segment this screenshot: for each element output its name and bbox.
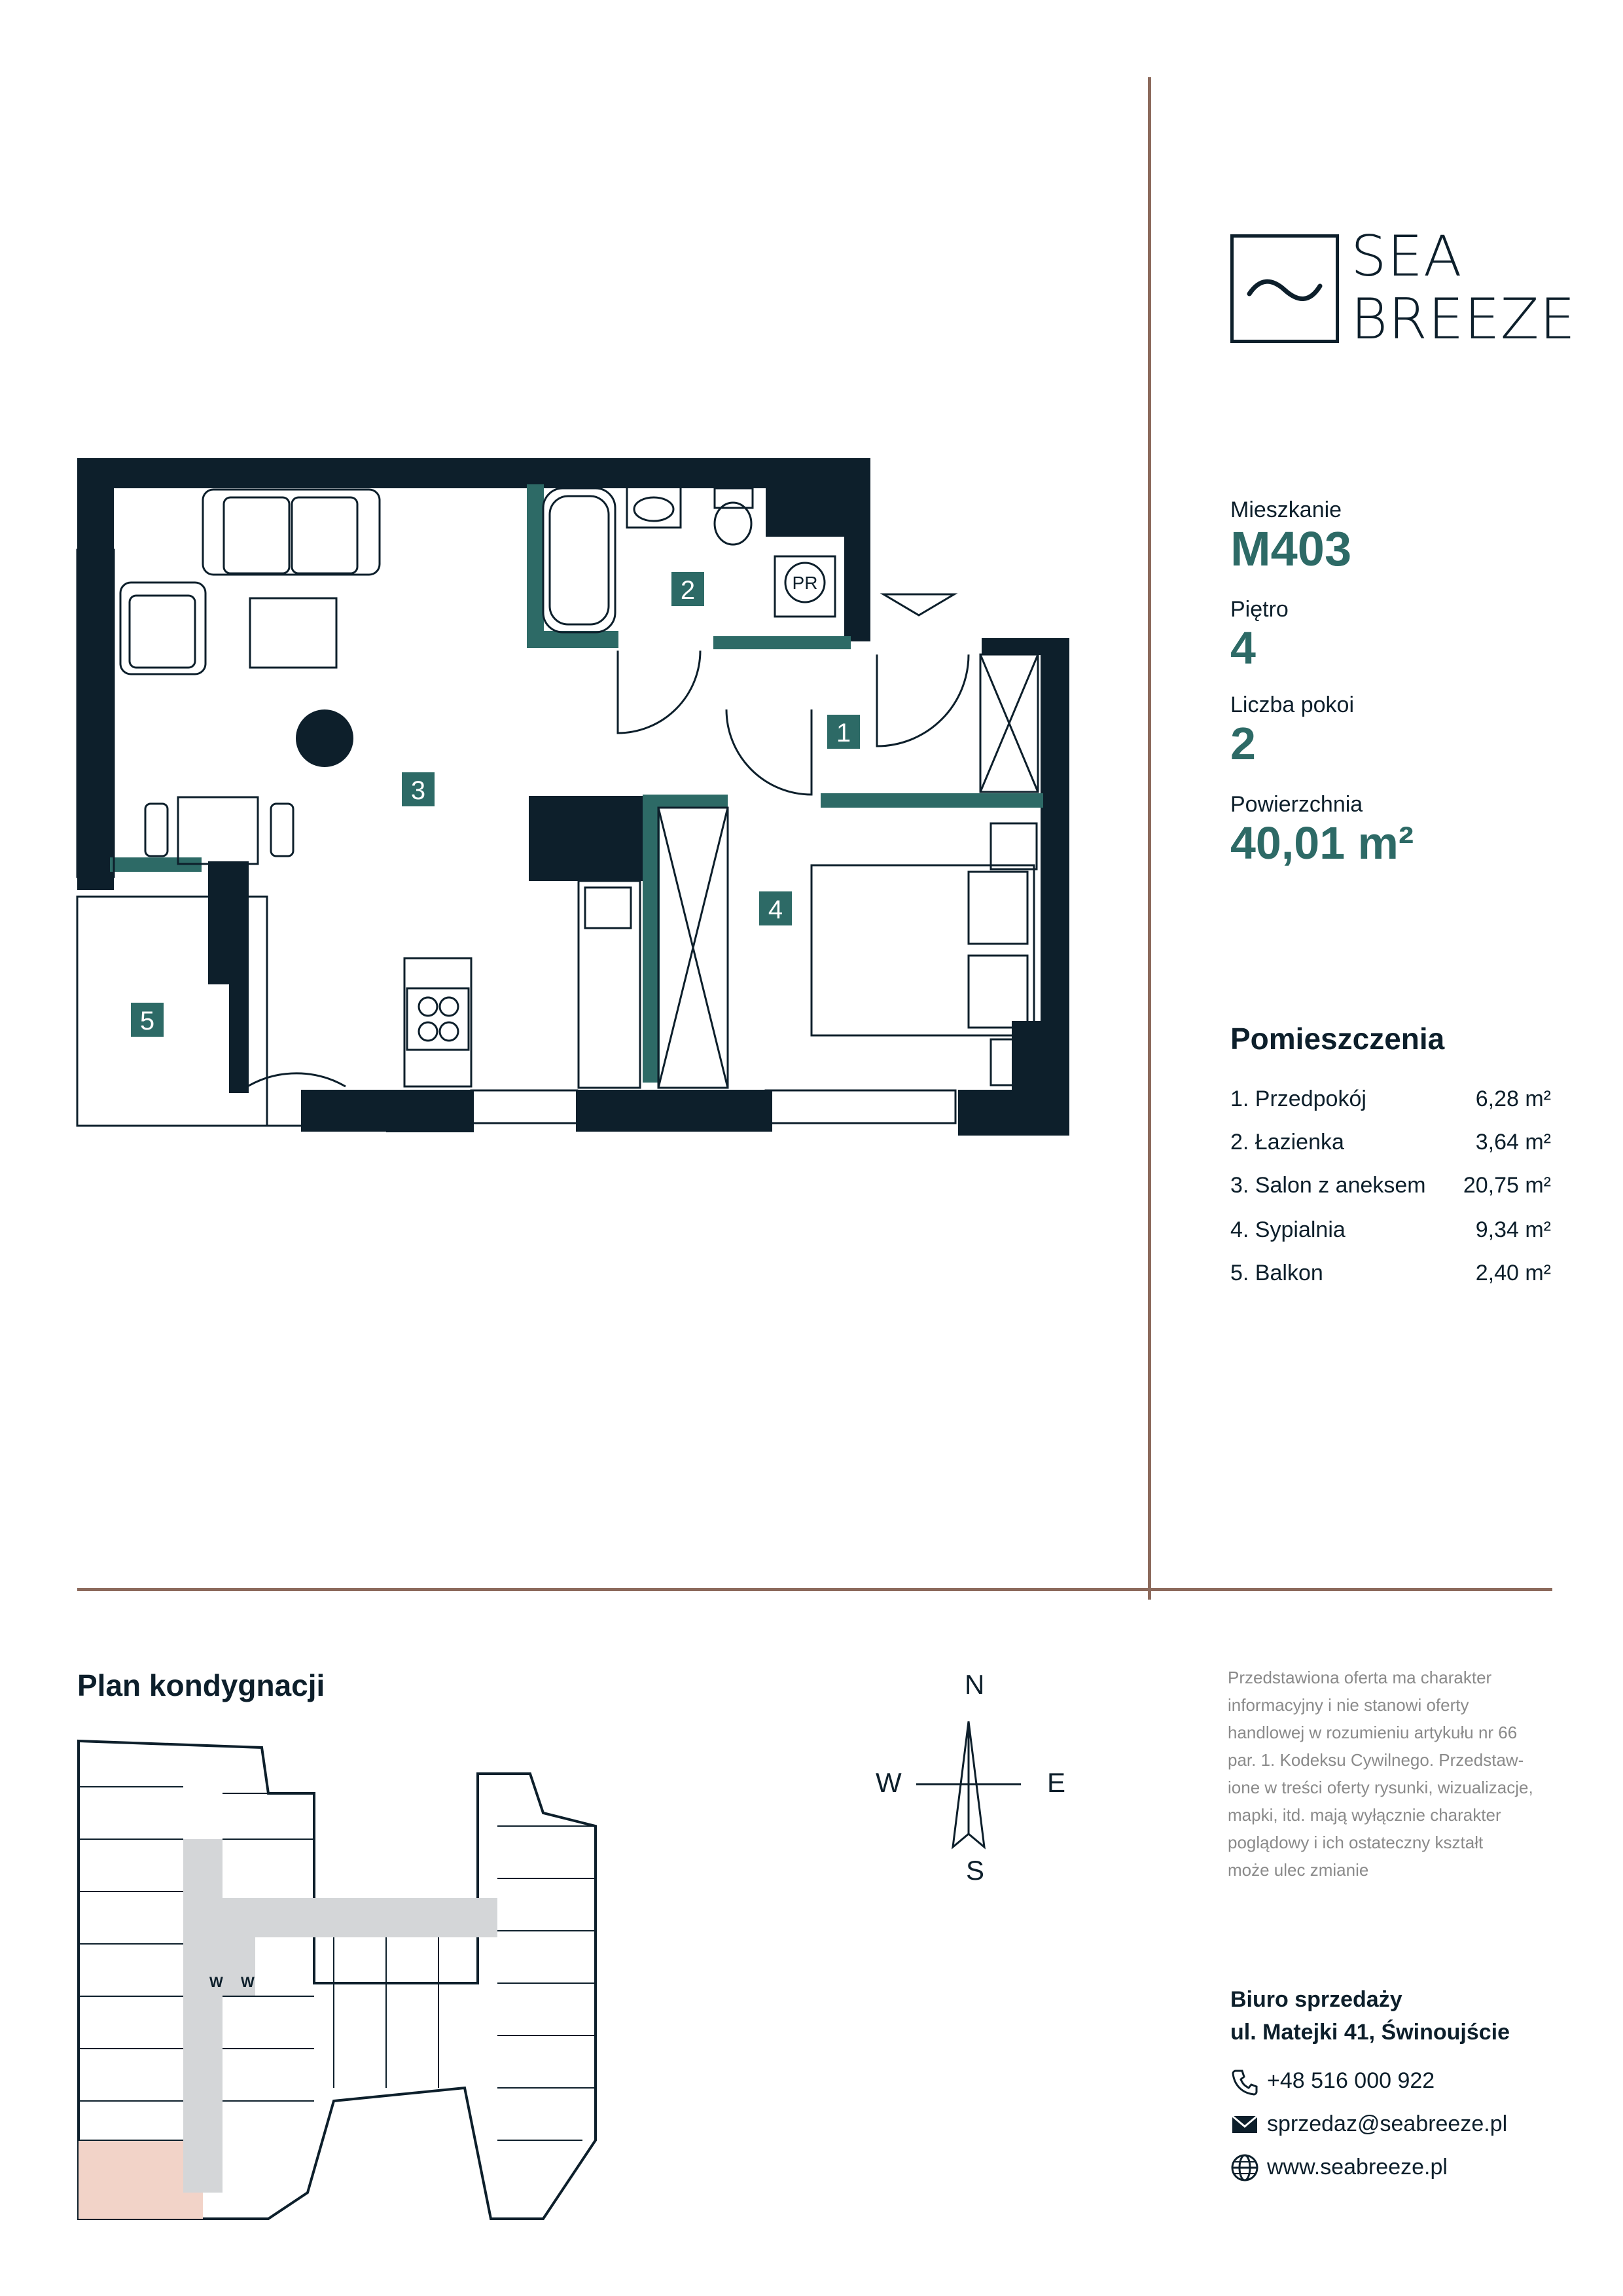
room-name: 4. Sypialnia <box>1230 1217 1346 1242</box>
disclaimer-line: handlowej w rozumieniu artykułu nr 66 <box>1228 1723 1518 1742</box>
room-label-3: 3 <box>410 776 426 805</box>
floor-label: Piętro <box>1230 597 1289 622</box>
phone-number[interactable]: +48 516 000 922 <box>1267 2068 1435 2093</box>
room-area: 9,34 m² <box>1475 1217 1551 1242</box>
room-area: 6,28 m² <box>1475 1086 1551 1111</box>
room-row <box>1230 1173 1551 1198</box>
room-row <box>1230 1261 1551 1286</box>
office-title: Biuro sprzedaży <box>1230 1987 1402 2012</box>
room-label-2: 2 <box>680 576 696 605</box>
compass-icon <box>903 1695 1034 1852</box>
compass-north: N <box>965 1669 985 1700</box>
room-row <box>1230 1086 1551 1112</box>
logo <box>1230 234 1339 343</box>
apartment-number: M403 <box>1230 522 1352 576</box>
room-row <box>1230 1130 1551 1155</box>
room-name: 1. Przedpokój <box>1230 1086 1366 1111</box>
compass-east: E <box>1047 1767 1066 1798</box>
envelope-icon <box>1230 2110 1259 2139</box>
office-address: ul. Matejki 41, Świnoujście <box>1230 2020 1510 2045</box>
area-label: Powierzchnia <box>1230 792 1363 817</box>
logo-line-1: SEA <box>1351 224 1463 289</box>
room-row <box>1230 1217 1551 1243</box>
compass-west: W <box>876 1767 902 1798</box>
disclaimer-line: poglądowy i ich ostateczny kształt <box>1228 1833 1484 1852</box>
disclaimer-line: informacyjny i nie stanowi oferty <box>1228 1695 1469 1715</box>
logo-text <box>1351 225 1576 351</box>
rooms-count-label: Liczba pokoi <box>1230 692 1355 717</box>
logo-line-2: BREEZE <box>1351 287 1576 352</box>
apartment-floor-plan <box>0 0 1126 1165</box>
wardrobe-label: W <box>241 1974 255 1990</box>
disclaimer-line: par. 1. Kodeksu Cywilnego. Przedstaw- <box>1228 1750 1524 1770</box>
floor-value: 4 <box>1230 622 1256 673</box>
floor-plan-heading: Plan kondygnacji <box>77 1668 325 1702</box>
wardrobe-label: W <box>209 1974 223 1990</box>
compass-south: S <box>966 1855 985 1886</box>
globe-icon <box>1230 2153 1259 2182</box>
disclaimer-line: może ulec zmianie <box>1228 1860 1369 1880</box>
email-address[interactable]: sprzedaz@seabreeze.pl <box>1267 2111 1508 2136</box>
website-link[interactable]: www.seabreeze.pl <box>1267 2155 1448 2179</box>
vertical-divider <box>1148 77 1151 1600</box>
apartment-label: Mieszkanie <box>1230 497 1342 522</box>
wave-logo-icon <box>1245 270 1324 310</box>
rooms-count-value: 2 <box>1230 718 1256 769</box>
room-area: 20,75 m² <box>1463 1173 1551 1198</box>
room-name: 2. Łazienka <box>1230 1130 1344 1155</box>
disclaimer-line: Przedstawiona oferta ma charakter <box>1228 1668 1492 1687</box>
building-floor-plan <box>72 1734 622 2232</box>
room-area: 2,40 m² <box>1475 1261 1551 1285</box>
room-area: 3,64 m² <box>1475 1130 1551 1155</box>
phone-icon <box>1230 2067 1259 2096</box>
room-label-5: 5 <box>139 1007 155 1035</box>
room-name: 3. Salon z aneksem <box>1230 1173 1426 1198</box>
rooms-heading: Pomieszczenia <box>1230 1022 1445 1056</box>
room-label-1: 1 <box>836 719 851 747</box>
room-label-4: 4 <box>768 895 783 924</box>
room-name: 5. Balkon <box>1230 1261 1323 1285</box>
horizontal-divider <box>77 1588 1552 1591</box>
area-value: 40,01 m² <box>1230 817 1414 869</box>
disclaimer-line: mapki, itd. mają wyłącznie charakter <box>1228 1805 1501 1825</box>
washer-label: PR <box>792 573 818 593</box>
disclaimer-line: ione w treści oferty rysunki, wizualizacje, <box>1228 1778 1533 1797</box>
disclaimer <box>1228 1664 1555 1884</box>
